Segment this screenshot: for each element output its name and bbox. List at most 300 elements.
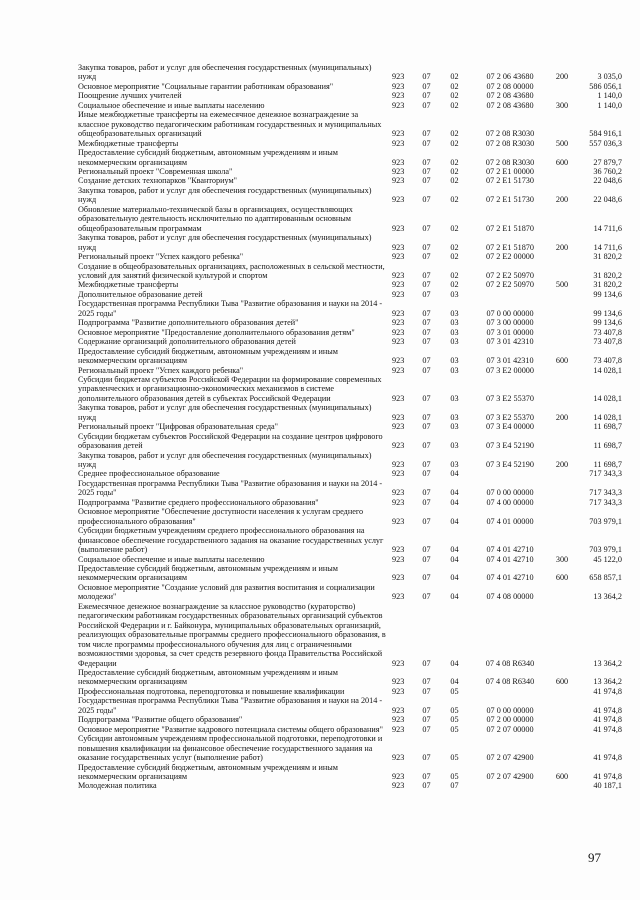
table-row: [78, 148, 622, 167]
table-row: [78, 337, 622, 346]
row-pr: 02: [450, 223, 459, 233]
row-sum: 27 879,7: [593, 157, 622, 167]
row-gr: 923: [392, 138, 405, 148]
table-row: [78, 687, 622, 696]
row-name: Государственная программа Республики Тыва "Развитие образования и науки на 2014 - 2025 годы": [78, 299, 383, 318]
row-rz: 07: [422, 356, 431, 366]
row-gr: 923: [392, 724, 405, 734]
row-gr: 923: [392, 412, 405, 422]
row-sum: 1 140,0: [597, 100, 622, 110]
row-pr: 05: [450, 686, 459, 696]
row-cs: 07 3 00 00000: [486, 318, 534, 328]
row-name: Субсидии бюджетным учреждениям среднего профессионального образования на финансовое обеспечение государственного задания на оказание государственных услуг (выполнение работ): [78, 526, 384, 555]
row-vr: 300: [555, 100, 569, 110]
row-gr: 923: [392, 327, 405, 337]
row-gr: 923: [392, 705, 405, 715]
table-row: [78, 91, 622, 100]
row-rz: 07: [422, 308, 431, 318]
row-name: Субсидии бюджетам субъектов Российской Федерации на создание центров цифрового образования детей: [78, 431, 383, 451]
row-name: Межбюджетные трансферты: [78, 138, 179, 148]
row-sum: 557 036,3: [589, 138, 622, 148]
table-row: [78, 318, 622, 327]
table-row: [78, 167, 622, 176]
row-gr: 923: [392, 166, 405, 176]
row-vr: 200: [555, 412, 569, 422]
row-name: Создание детских технопарков "Кванториум": [78, 176, 237, 186]
row-sum: 41 974,8: [593, 724, 622, 734]
row-sum: 658 857,1: [589, 573, 622, 583]
row-cs: 07 4 08 R6340: [485, 658, 535, 668]
row-cs: 07 2 07 42900: [486, 753, 534, 763]
row-pr: 05: [450, 753, 459, 763]
row-gr: 923: [392, 157, 405, 167]
row-cs: 07 3 E2 00000: [486, 365, 534, 375]
row-gr: 923: [392, 270, 405, 280]
row-pr: 02: [450, 280, 459, 290]
row-rz: 07: [422, 252, 431, 262]
table-row: [78, 602, 622, 668]
row-vr: [552, 422, 572, 431]
row-pr: 03: [450, 289, 459, 299]
row-vr: 200: [555, 460, 569, 470]
row-cs: 07 4 01 42710: [486, 554, 534, 564]
row-name: Региональный проект "Успех каждого ребенка": [78, 252, 244, 262]
row-name: Основное мероприятие "Создание условий для развития воспитания и социализации молодежи": [78, 582, 375, 602]
row-rz: 07: [422, 195, 431, 205]
table-row: [78, 82, 622, 91]
row-gr: 923: [392, 393, 405, 403]
row-gr: 923: [392, 516, 405, 526]
row-vr: [552, 375, 572, 403]
row-gr: 923: [392, 488, 405, 498]
table-row: [78, 280, 622, 289]
row-rz: 07: [422, 516, 431, 526]
row-sum: 14 028,1: [593, 393, 622, 403]
row-pr: 02: [450, 270, 459, 280]
row-pr: 04: [450, 497, 459, 507]
row-vr: [552, 299, 572, 318]
row-sum: 22 048,6: [593, 176, 622, 186]
row-sum: 586 056,1: [589, 81, 622, 91]
table-row: [78, 479, 622, 498]
row-name: Подпрограмма "Развитие общего образования": [78, 715, 243, 725]
row-sum: 41 974,8: [593, 771, 622, 781]
row-rz: 07: [422, 280, 431, 290]
table-row: [78, 347, 622, 366]
row-cs: 07 2 E1 51730: [486, 176, 534, 186]
row-cs: 07 3 01 00000: [486, 327, 534, 337]
row-sum: 45 122,0: [593, 554, 622, 564]
row-sum: 73 407,8: [593, 356, 622, 366]
row-pr: 05: [450, 724, 459, 734]
row-vr: 300: [555, 554, 569, 564]
row-cs: 07 2 08 R3030: [485, 129, 535, 139]
row-vr: [552, 176, 572, 185]
row-pr: 04: [450, 554, 459, 564]
row-pr: 02: [450, 81, 459, 91]
row-rz: 07: [422, 677, 431, 687]
table-row: [78, 205, 622, 233]
row-pr: 02: [450, 195, 459, 205]
row-pr: 07: [450, 781, 459, 791]
row-name: Создание в общеобразовательных организациях, расположенных в сельской местности, условий для занятий физической культурой и спортом: [78, 261, 385, 280]
row-name: Основное мероприятие "Предоставление дополнительного образования детям": [78, 327, 355, 337]
row-cs: 07 2 08 43680: [486, 100, 534, 110]
row-gr: 923: [392, 72, 405, 82]
row-sum: 584 916,1: [589, 129, 622, 139]
row-cs: 07 2 E2 50970: [486, 280, 534, 290]
row-sum: 717 343,3: [589, 497, 622, 507]
row-pr: 03: [450, 308, 459, 318]
row-vr: [552, 432, 572, 451]
row-vr: [552, 318, 572, 327]
row-rz: 07: [422, 771, 431, 781]
row-pr: 04: [450, 573, 459, 583]
table-row: [78, 290, 622, 299]
row-pr: 02: [450, 157, 459, 167]
table-row: [78, 734, 622, 762]
row-rz: 07: [422, 488, 431, 498]
row-vr: 600: [555, 157, 569, 167]
row-sum: 41 974,8: [593, 715, 622, 725]
row-pr: 02: [450, 91, 459, 101]
table-row: [78, 366, 622, 375]
row-rz: 07: [422, 138, 431, 148]
row-cs: 07 2 08 43680: [486, 91, 534, 101]
row-gr: 923: [392, 195, 405, 205]
row-cs: 07 3 E2 55370: [486, 412, 534, 422]
row-rz: 07: [422, 72, 431, 82]
budget-table: [78, 63, 622, 791]
row-name: Подпрограмма "Развитие среднего профессионального образования": [78, 497, 319, 507]
table-row: [78, 715, 622, 724]
row-vr: 200: [555, 242, 569, 252]
row-rz: 07: [422, 753, 431, 763]
row-sum: 99 134,6: [593, 318, 622, 328]
row-rz: 07: [422, 223, 431, 233]
row-pr: 04: [450, 677, 459, 687]
row-sum: 41 974,8: [593, 753, 622, 763]
row-rz: 07: [422, 658, 431, 668]
row-rz: 07: [422, 289, 431, 299]
row-sum: 3 035,0: [597, 72, 622, 82]
budget-table-body: [78, 63, 622, 791]
row-rz: 07: [422, 545, 431, 555]
row-gr: 923: [392, 677, 405, 687]
row-vr: 600: [555, 573, 569, 583]
row-name: Региональный проект "Успех каждого ребенка": [78, 365, 244, 375]
row-gr: 923: [392, 422, 405, 432]
row-gr: 923: [392, 469, 405, 479]
row-rz: 07: [422, 91, 431, 101]
row-vr: [552, 328, 572, 337]
row-vr: 600: [555, 677, 569, 687]
table-row: [78, 668, 622, 687]
row-cs: 07 2 E1 51870: [486, 223, 534, 233]
row-vr: 600: [555, 771, 569, 781]
table-row: [78, 110, 622, 138]
row-cs: 07 2 08 R3030: [485, 138, 535, 148]
row-name: Среднее профессиональное образование: [78, 469, 220, 479]
row-rz: 07: [422, 176, 431, 186]
row-rz: 07: [422, 81, 431, 91]
row-rz: 07: [422, 705, 431, 715]
row-name: Закупка товаров, работ и услуг для обеспечения государственных (муниципальных) нужд: [78, 185, 372, 205]
row-pr: 03: [450, 393, 459, 403]
row-gr: 923: [392, 289, 405, 299]
table-row: [78, 403, 622, 422]
table-row: [78, 233, 622, 252]
row-pr: 03: [450, 412, 459, 422]
table-row: [78, 176, 622, 185]
row-sum: 36 760,2: [593, 166, 622, 176]
row-rz: 07: [422, 100, 431, 110]
row-name: Предоставление субсидий бюджетным, автономным учреждениям и иным некоммерческим организациям: [78, 564, 338, 583]
row-cs: 07 2 E1 51730: [486, 195, 534, 205]
row-rz: 07: [422, 554, 431, 564]
row-rz: 07: [422, 686, 431, 696]
row-pr: 02: [450, 72, 459, 82]
row-cs: [468, 781, 552, 790]
row-sum: 31 820,2: [593, 280, 622, 290]
row-vr: [552, 715, 572, 724]
row-vr: [552, 687, 572, 696]
row-name: Поощрение лучших учителей: [78, 91, 182, 101]
row-cs: 07 2 08 00000: [486, 81, 534, 91]
row-vr: [552, 205, 572, 233]
row-cs: 07 2 E2 50970: [486, 270, 534, 280]
row-name: Межбюджетные трансферты: [78, 280, 179, 290]
row-name: Молодежная политика: [78, 781, 157, 791]
row-cs: 07 4 01 42710: [486, 545, 534, 555]
row-cs: 07 3 E4 52190: [486, 460, 534, 470]
row-name: Государственная программа Республики Тыва "Развитие образования и науки на 2014 - 2025 годы": [78, 478, 383, 498]
row-sum: 13 364,2: [593, 658, 622, 668]
row-name: Содержание организаций дополнительного образования детей: [78, 337, 296, 347]
row-sum: 13 364,2: [593, 677, 622, 687]
row-rz: 07: [422, 157, 431, 167]
row-name: Предоставление субсидий бюджетным, автономным учреждениям и иным некоммерческим организациям: [78, 148, 338, 167]
row-cs: [468, 290, 552, 299]
row-pr: 05: [450, 705, 459, 715]
row-vr: [552, 110, 572, 138]
table-row: [78, 583, 622, 602]
row-sum: 22 048,6: [593, 195, 622, 205]
table-row: [78, 299, 622, 318]
row-gr: 923: [392, 554, 405, 564]
table-row: [78, 507, 622, 526]
row-pr: 04: [450, 592, 459, 602]
table-row: [78, 725, 622, 734]
row-rz: 07: [422, 469, 431, 479]
row-name: Региональный проект "Современная школа": [78, 166, 233, 176]
row-pr: 03: [450, 327, 459, 337]
row-gr: 923: [392, 252, 405, 262]
row-pr: 02: [450, 242, 459, 252]
row-rz: 07: [422, 242, 431, 252]
row-sum: 99 134,6: [593, 308, 622, 318]
row-cs: 07 2 07 00000: [486, 724, 534, 734]
row-cs: 07 4 00 00000: [486, 497, 534, 507]
row-cs: 07 3 E4 00000: [486, 422, 534, 432]
table-row: [78, 469, 622, 478]
row-cs: 07 0 00 00000: [486, 308, 534, 318]
table-row: [78, 252, 622, 261]
row-gr: 923: [392, 223, 405, 233]
row-sum: 11 698,7: [593, 422, 622, 432]
row-gr: 923: [392, 771, 405, 781]
row-name: Субсидии автономным учреждениям профессиональной подготовки, переподготовки и повышения квалификации на финансовое обеспечение государственного задания на оказание государственных услуг (выполнение работ): [78, 734, 383, 763]
row-pr: 03: [450, 337, 459, 347]
row-sum: 40 187,1: [593, 781, 622, 791]
row-name: Социальное обеспечение и иные выплаты населению: [78, 100, 265, 110]
row-pr: 02: [450, 100, 459, 110]
table-row: [78, 139, 622, 148]
row-pr: 04: [450, 469, 459, 479]
table-row: [78, 498, 622, 507]
row-pr: 04: [450, 545, 459, 555]
row-vr: [552, 498, 572, 507]
row-vr: [552, 469, 572, 478]
row-gr: 923: [392, 715, 405, 725]
row-rz: 07: [422, 715, 431, 725]
row-vr: [552, 696, 572, 715]
table-row: [78, 101, 622, 110]
row-gr: 923: [392, 280, 405, 290]
row-vr: [552, 252, 572, 261]
row-rz: 07: [422, 460, 431, 470]
row-rz: 07: [422, 412, 431, 422]
row-cs: 07 3 E4 52190: [486, 441, 534, 451]
page-number: 97: [588, 850, 601, 865]
row-gr: 923: [392, 781, 405, 791]
table-row: [78, 375, 622, 403]
table-row: [78, 526, 622, 554]
row-cs: 07 2 E1 00000: [486, 166, 534, 176]
row-sum: 717 343,3: [589, 488, 622, 498]
row-pr: 03: [450, 356, 459, 366]
row-rz: 07: [422, 441, 431, 451]
row-sum: 717 343,3: [589, 469, 622, 479]
table-row: [78, 564, 622, 583]
row-cs: 07 2 E2 00000: [486, 252, 534, 262]
table-row: [78, 63, 622, 82]
row-vr: [552, 526, 572, 554]
row-gr: 923: [392, 365, 405, 375]
row-gr: 923: [392, 81, 405, 91]
row-sum: 703 979,1: [589, 545, 622, 555]
row-sum: 14 711,6: [593, 223, 622, 233]
row-sum: 31 820,2: [593, 270, 622, 280]
row-pr: 03: [450, 422, 459, 432]
row-rz: 07: [422, 270, 431, 280]
table-row: [78, 186, 622, 205]
row-pr: 02: [450, 129, 459, 139]
row-pr: 03: [450, 318, 459, 328]
row-vr: [552, 479, 572, 498]
row-gr: 923: [392, 753, 405, 763]
table-row: [78, 432, 622, 451]
row-pr: 03: [450, 365, 459, 375]
row-cs: 07 4 01 42710: [486, 573, 534, 583]
row-cs: 07 0 00 00000: [486, 488, 534, 498]
row-sum: 41 974,8: [593, 686, 622, 696]
table-row: [78, 422, 622, 431]
row-rz: 07: [422, 337, 431, 347]
row-pr: 03: [450, 460, 459, 470]
row-rz: 07: [422, 497, 431, 507]
row-gr: 923: [392, 308, 405, 318]
row-gr: 923: [392, 100, 405, 110]
row-vr: [552, 583, 572, 602]
table-row: [78, 451, 622, 470]
row-gr: 923: [392, 497, 405, 507]
row-vr: [552, 82, 572, 91]
row-cs: 07 2 07 42900: [486, 771, 534, 781]
row-cs: 07 4 08 R6340: [485, 677, 535, 687]
row-name: Иные межбюджетные трансферты на ежемесячное денежное вознаграждение за классное руководство педагогическим работникам государственных и муниципальных общеобразовательных организаций: [78, 110, 382, 139]
row-gr: 923: [392, 658, 405, 668]
row-vr: [552, 781, 572, 790]
row-cs: 07 2 06 43680: [486, 72, 534, 82]
row-pr: 04: [450, 516, 459, 526]
row-gr: 923: [392, 356, 405, 366]
row-cs: 07 3 01 42310: [486, 356, 534, 366]
row-rz: 07: [422, 129, 431, 139]
row-cs: 07 3 E2 55370: [486, 393, 534, 403]
row-sum: 1 140,0: [597, 91, 622, 101]
row-name: Предоставление субсидий бюджетным, автономным учреждениям и иным некоммерческим организациям: [78, 762, 338, 781]
row-pr: 02: [450, 166, 459, 176]
row-name: Субсидии бюджетам субъектов Российской Федерации на формирование современных управленческих и организационно-экономических механизмов в системе дополнительного образования детей в субъектах Российской Федерации: [78, 374, 382, 403]
row-rz: 07: [422, 422, 431, 432]
row-sum: 14 028,1: [593, 365, 622, 375]
row-sum: 14 028,1: [593, 412, 622, 422]
row-pr: 04: [450, 488, 459, 498]
row-vr: [552, 290, 572, 299]
row-gr: 923: [392, 592, 405, 602]
row-cs: 07 2 00 00000: [486, 715, 534, 725]
row-pr: 05: [450, 715, 459, 725]
row-cs: 07 0 00 00000: [486, 705, 534, 715]
row-pr: 03: [450, 441, 459, 451]
row-name: Закупка товаров, работ и услуг для обеспечения государственных (муниципальных) нужд: [78, 450, 372, 470]
row-sum: 11 698,7: [593, 460, 622, 470]
row-name: Предоставление субсидий бюджетным, автономным учреждениям и иным некоммерческим организациям: [78, 668, 338, 687]
row-gr: 923: [392, 460, 405, 470]
row-gr: 923: [392, 318, 405, 328]
row-name: Ежемесячное денежное вознаграждение за классное руководство (кураторство) педагогическим работникам государственных образовательных организаций субъектов Российской Федерации и г. Байконура, муниципальных образовательных организаций, реализующих образовательные программы среднего профессионального образования, в том числе программы профессионального обучения для лиц с ограниченными возможностями здоровья, за счет средств резервного фонда Правительства Российской Федерации: [78, 601, 386, 668]
row-vr: [552, 602, 572, 668]
table-row: [78, 262, 622, 281]
row-sum: 31 820,2: [593, 252, 622, 262]
row-name: Социальное обеспечение и иные выплаты населению: [78, 554, 265, 564]
row-name: Государственная программа Республики Тыва "Развитие образования и науки на 2014 - 2025 годы": [78, 696, 383, 715]
row-vr: 600: [555, 356, 569, 366]
row-cs: 07 3 01 42310: [486, 337, 534, 347]
row-rz: 07: [422, 365, 431, 375]
row-vr: 200: [555, 195, 569, 205]
row-name: Основное мероприятие "Обеспечение доступности населения к услугам среднего профессионального образования": [78, 507, 364, 526]
row-gr: 923: [392, 545, 405, 555]
row-vr: [552, 167, 572, 176]
row-name: Основное мероприятие "Развитие кадрового потенциала системы общего образования": [78, 724, 383, 734]
row-sum: 14 711,6: [593, 242, 622, 252]
row-name: Подпрограмма "Развитие дополнительного образования детей": [78, 318, 299, 328]
row-pr: 04: [450, 658, 459, 668]
row-rz: 07: [422, 318, 431, 328]
row-vr: [552, 262, 572, 281]
